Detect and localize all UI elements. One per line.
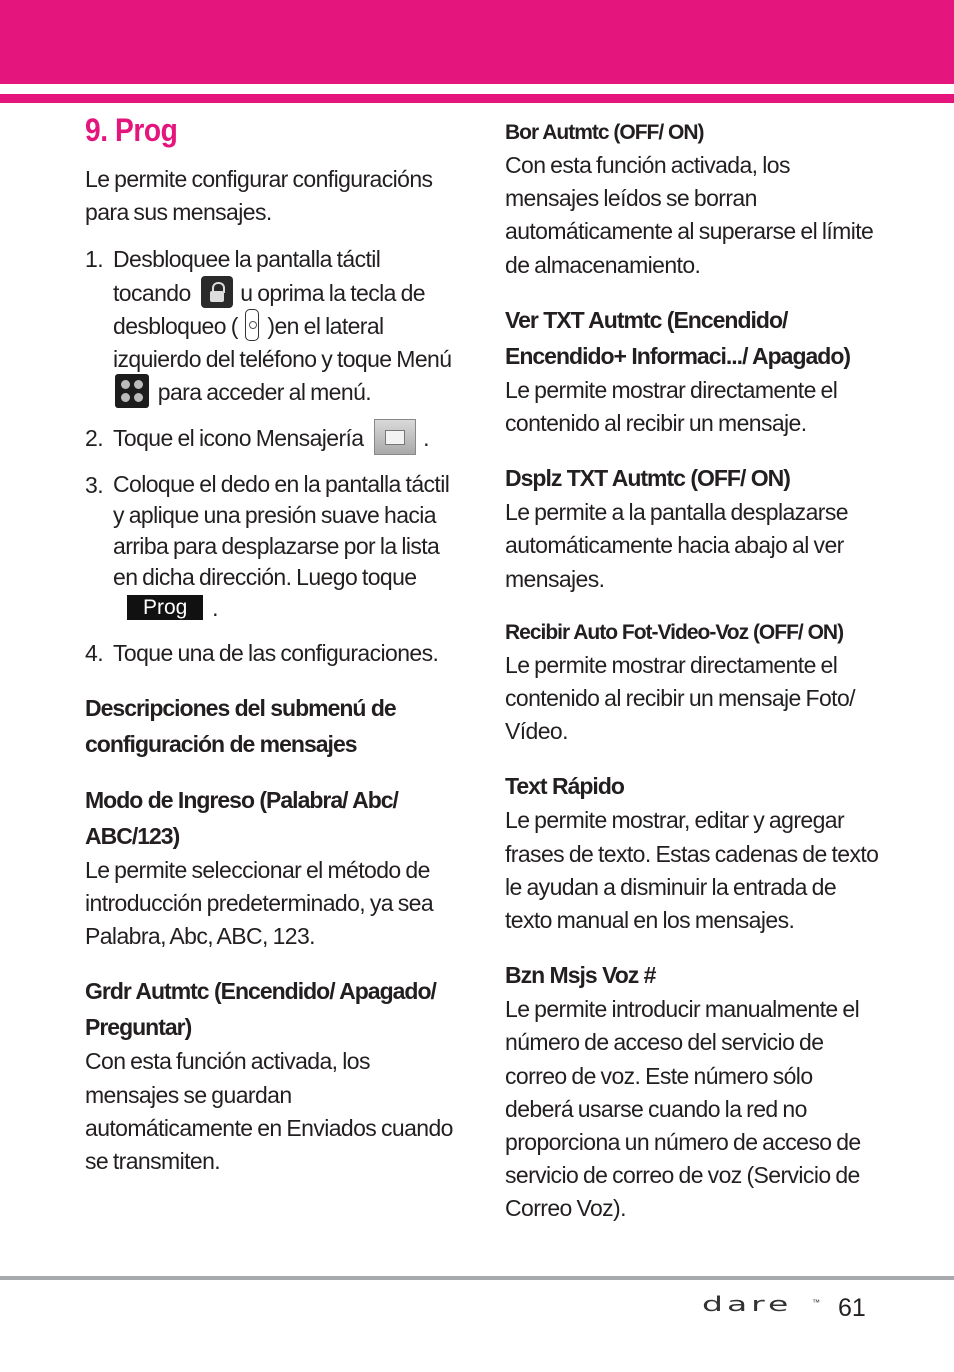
step-text	[113, 469, 455, 624]
setting-heading: Grdr Autmtc (Encendido/ Apagado/ Preguntar)	[85, 978, 436, 1041]
step-number: 1.	[85, 246, 103, 273]
left-column	[85, 112, 455, 1198]
setting-item	[505, 116, 885, 282]
intro-text: Le permite configurar configuracións para sus mensajes.	[85, 166, 433, 226]
submenu-heading: Descripciones del submenú de configuración de mensajes	[85, 694, 396, 757]
setting-description: Con esta función activada, los mensajes leídos se borran automáticamente al superarse el límite de almacenamiento.	[505, 152, 874, 278]
setting-item	[505, 460, 885, 596]
setting-description: Le permite mostrar directamente el contenido al recibir un mensaje Foto/ Vídeo.	[505, 651, 855, 745]
step-text-part: Coloque el dedo en la pantalla táctil y aplique una presión suave hacia arriba para desplazarse por la lista en dicha dirección. Luego toque	[113, 470, 450, 590]
setting-heading: Bzn Msjs Voz #	[505, 962, 656, 989]
setting-item	[505, 302, 885, 440]
setting-item	[505, 957, 885, 1225]
step-text: Toque una de las configuraciones.	[113, 639, 439, 666]
step-text-part: .	[423, 425, 429, 452]
right-column	[505, 116, 885, 1246]
setting-description: Le permite introducir manualmente el número de acceso del servicio de correo de voz. Este número sólo deberá usarse cuando la red no proporciona un número de acceso de servicio de correo de voz (Servicio de Correo Voz).	[505, 996, 861, 1222]
setting-item	[505, 616, 885, 749]
setting-description: Le permite mostrar directamente el contenido al recibir un mensaje.	[505, 376, 838, 437]
steps-list	[85, 243, 455, 669]
step-text-part: u oprima la tecla de desbloqueo (	[113, 279, 425, 339]
step-text-part: Toque el icono Mensajería	[113, 425, 364, 452]
header-color-bar	[0, 0, 954, 84]
step-text	[113, 422, 455, 455]
setting-heading: Text Rápido	[505, 773, 624, 800]
setting-heading: Modo de Ingreso (Palabra/ Abc/ ABC/123)	[85, 786, 398, 849]
setting-heading: Bor Autmtc (OFF/ ON)	[505, 121, 704, 144]
step-text	[113, 243, 455, 409]
step-number: 3.	[85, 471, 103, 498]
step-number: 2.	[85, 425, 103, 452]
list-item	[85, 422, 455, 455]
step-text-part: para acceder al menú.	[157, 379, 372, 406]
step-text-part: .	[212, 594, 218, 621]
setting-description: Le permite mostrar, editar y agregar frases de texto. Estas cadenas de texto le ayudan a disminuir la entrada de texto manual en los mensajes.	[505, 807, 879, 934]
menu-icon	[115, 374, 149, 408]
setting-description: Le permite seleccionar el método de introducción predeterminado, ya sea Palabra, Abc, ABC, 123.	[85, 856, 434, 950]
lock-icon	[201, 276, 233, 308]
prog-button-graphic: Prog	[127, 595, 203, 620]
list-item	[85, 637, 455, 670]
page-number: 61	[838, 1294, 866, 1322]
step-text-part: Desbloquee la pantalla táctil tocando	[113, 246, 381, 306]
messaging-icon	[374, 419, 416, 455]
section-title: 9. Prog	[85, 112, 178, 148]
setting-description: Le permite a la pantalla desplazarse automáticamente hacia abajo al ver mensajes.	[505, 499, 848, 592]
setting-heading: Dsplz TXT Autmtc (OFF/ ON)	[505, 465, 790, 492]
setting-heading: Ver TXT Autmtc (Encendido/ Encendido+ Informaci.../ Apagado)	[505, 306, 851, 369]
setting-item	[85, 782, 455, 954]
unlock-key-icon	[245, 309, 259, 341]
list-item	[85, 469, 455, 624]
header-divider	[0, 94, 954, 103]
trademark-mark: ™	[812, 1298, 820, 1307]
setting-description: Con esta función activada, los mensajes se guardan automáticamente en Enviados cuando se transmiten.	[85, 1048, 453, 1175]
setting-heading: Recibir Auto Fot-Video-Voz (OFF/ ON)	[505, 620, 844, 644]
brand-logo: dare	[702, 1292, 793, 1317]
setting-item	[505, 768, 885, 937]
list-item	[85, 243, 455, 409]
footer-divider	[0, 1276, 954, 1280]
setting-item	[85, 973, 455, 1178]
step-number: 4.	[85, 639, 103, 666]
step-text-part: )en el lateral izquierdo del teléfono y toque Menú	[113, 312, 452, 373]
